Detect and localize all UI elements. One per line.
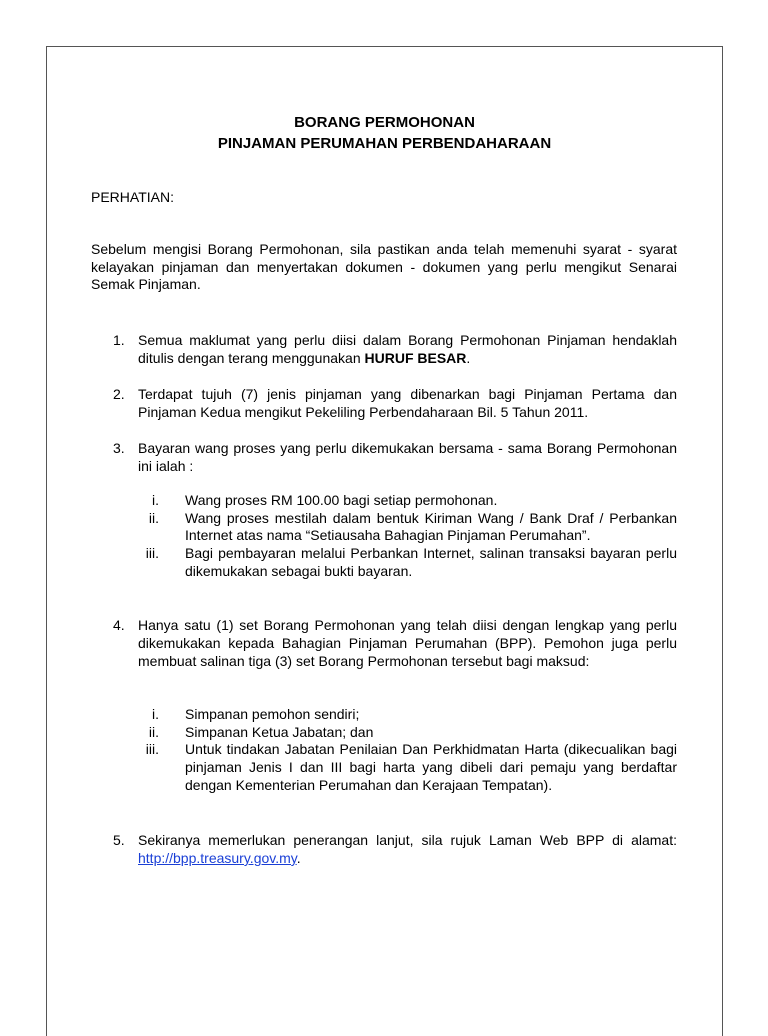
list-number: 3. bbox=[113, 440, 125, 456]
form-title: BORANG PERMOHONAN bbox=[294, 114, 475, 131]
attention-heading: PERHATIAN: bbox=[91, 189, 174, 205]
document-page bbox=[46, 46, 723, 1036]
list-item-5 bbox=[91, 831, 677, 867]
list-item-1 bbox=[91, 331, 677, 367]
sublist-fees bbox=[139, 492, 677, 581]
sublist-copies bbox=[139, 706, 677, 795]
list-number: 1. bbox=[113, 332, 125, 348]
list-text: Bayaran wang proses yang perlu dikemukakan bersama - sama Borang Permohonan ini ialah : bbox=[138, 440, 677, 474]
list-text: Terdapat tujuh (7) jenis pinjaman yang dibenarkan bagi Pinjaman Pertama dan Pinjaman Kedua mengikut Pekeliling Perbendaharaan Bil. 5 Tahun 2011. bbox=[138, 386, 677, 420]
list-number: 5. bbox=[113, 832, 125, 848]
sublist-item: iii. Untuk tindakan Jabatan Penilaian Dan Perkhidmatan Harta (dikecualikan bagi pinjaman Jenis I dan III bagi harta yang dibeli dari pemaju yang berdaftar dengan Kementerian Perumahan dan Kerajaan Tempatan). bbox=[145, 741, 677, 793]
bpp-website-link[interactable]: http://bpp.treasury.gov.my bbox=[138, 850, 297, 866]
sublist-item: i. Wang proses RM 100.00 bagi setiap permohonan. bbox=[152, 492, 498, 508]
emphasis-text: HURUF BESAR bbox=[364, 350, 467, 366]
sublist-item: ii. Simpanan Ketua Jabatan; dan bbox=[148, 723, 374, 740]
list-text: Semua maklumat yang perlu diisi dalam Borang Permohonan Pinjaman hendaklah ditulis dengan terang menggunakan HURUF BESAR. bbox=[138, 332, 677, 366]
sublist-item: iii. Bagi pembayaran melalui Perbankan Internet, salinan transaksi bayaran perlu dikemukakan sebagai bukti bayaran. bbox=[145, 545, 677, 579]
intro-paragraph: Sebelum mengisi Borang Permohonan, sila pastikan anda telah memenuhi syarat - syarat kelayakan pinjaman dan menyertakan dokumen - dokumen yang perlu mengikut Senarai Semak Pinjaman. bbox=[91, 241, 677, 292]
list-text: Sekiranya memerlukan penerangan lanjut, sila rujuk Laman Web BPP di alamat: http://bpp.treasury.gov.my. bbox=[138, 832, 677, 866]
list-text: Hanya satu (1) set Borang Permohonan yang telah diisi dengan lengkap yang perlu dikemukakan kepada Bahagian Pinjaman Perumahan (BPP). Pemohon juga perlu membuat salinan tiga (3) set Borang Permohonan tersebut bagi maksud: bbox=[138, 617, 677, 669]
list-item-3 bbox=[91, 439, 677, 475]
list-item-2 bbox=[91, 385, 677, 421]
form-subtitle: PINJAMAN PERUMAHAN PERBENDAHARAAN bbox=[217, 135, 552, 152]
list-item-4 bbox=[91, 616, 677, 670]
list-number: 4. bbox=[113, 617, 125, 633]
list-number: 2. bbox=[113, 386, 125, 402]
sublist-item: ii. Wang proses mestilah dalam bentuk Kiriman Wang / Bank Draf / Perbankan Internet atas nama “Setiausaha Bahagian Pinjaman Perumahan”. bbox=[148, 509, 677, 544]
sublist-item: i. Simpanan pemohon sendiri; bbox=[152, 706, 360, 722]
